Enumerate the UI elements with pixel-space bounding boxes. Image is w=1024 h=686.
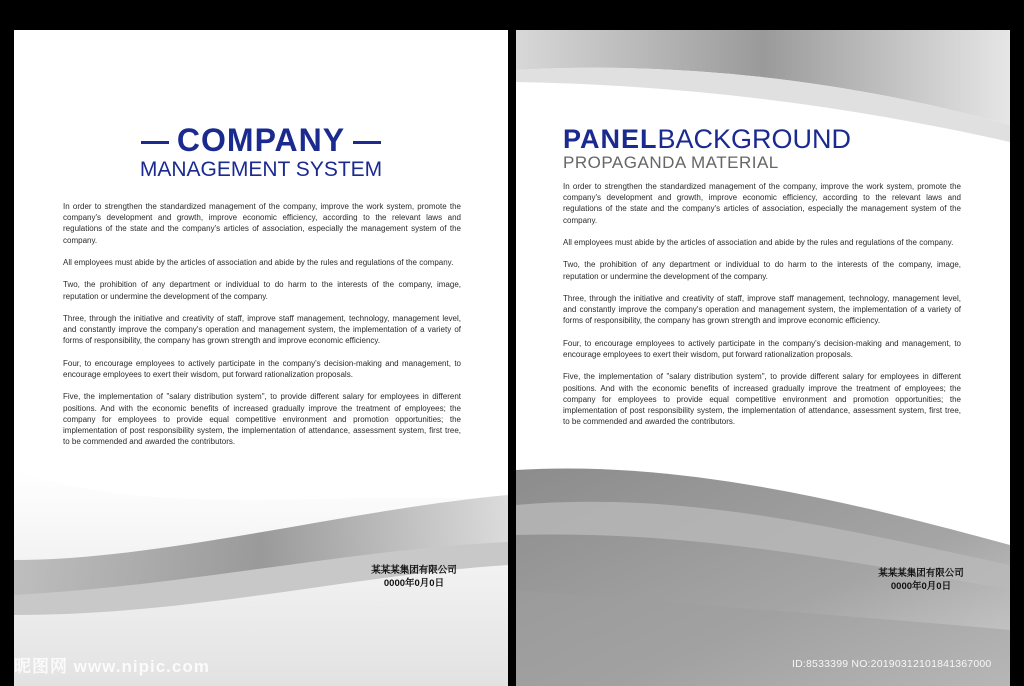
left-heading	[14, 122, 508, 182]
title-dash-left	[141, 141, 169, 144]
company-date: 0000年0月0日	[383, 578, 445, 589]
paragraph: Two, the prohibition of any department or individual to do harm to the interests of the company, image, reputation or undermine the development of the company.	[63, 280, 461, 301]
right-page	[516, 30, 1010, 686]
right-title-bold: PANEL	[563, 124, 658, 154]
paragraph: All employees must abide by the articles of association and abide by the rules and regulations of the company.	[563, 238, 954, 247]
paragraph: Five, the implementation of "salary distribution system", to provide different salary for employees in different positions. And with the economic benefits of increased gradually improve the treatment of employees; the company for employees to provide equal competitive environment and promotion opportunities; the implementation of post responsibility system, the implementation of attendance, assessment system, first tree, to be commended and awarded the contributors.	[563, 372, 961, 427]
watermark-left: 昵图网 www.nipic.com	[14, 657, 210, 676]
left-body-text	[63, 201, 461, 459]
left-page	[14, 30, 508, 686]
company-date: 0000年0月0日	[890, 581, 952, 592]
paragraph: Three, through the initiative and creativity of staff, improve staff management, technology, management level, and constantly improve the company's operation and management system, the implementation of a variety of forms of responsibility, the company has grown strength and improve economic efficiency.	[563, 293, 961, 326]
company-name: 某某某集团有限公司	[371, 565, 457, 576]
paragraph: In order to strengthen the standardized management of the company, improve the work system, promote the company's development and growth, improve economic efficiency, according to the relevant laws and regulations of the state and the company's articles of association, especially the management system of the company.	[63, 202, 461, 245]
right-company-block	[871, 567, 971, 593]
right-title	[563, 124, 851, 154]
right-subtitle: PROPAGANDA MATERIAL	[563, 153, 779, 172]
right-heading	[563, 124, 851, 172]
right-title-rest: BACKGROUND	[657, 124, 852, 154]
paragraph: Three, through the initiative and creativity of staff, improve staff management, technology, management level, and constantly improve the company's operation and management system, the implementation of a variety of forms of responsibility, the company has grown strength and improve economic efficiency.	[63, 313, 461, 346]
title-dash-right	[353, 141, 381, 144]
company-name: 某某某集团有限公司	[878, 568, 964, 579]
right-body-text	[563, 181, 961, 439]
paragraph: In order to strengthen the standardized management of the company, improve the work system, promote the company's development and growth, improve economic efficiency, according to the relevant laws and regulations of the state and the company's articles of association, especially the management system of the company.	[563, 182, 961, 225]
left-title: COMPANY	[176, 122, 346, 158]
watermark-right: ID:8533399 NO:20190312101841367000	[792, 658, 992, 670]
left-company-block	[359, 564, 469, 590]
paragraph: Four, to encourage employees to actively participate in the company's decision-making and management, to encourage employees to exert their wisdom, put forward rationalization proposals.	[63, 358, 461, 379]
paragraph: Four, to encourage employees to actively participate in the company's decision-making and management, to encourage employees to exert their wisdom, put forward rationalization proposals.	[563, 338, 961, 359]
paragraph: Five, the implementation of "salary distribution system", to provide different salary for employees in different positions. And with the economic benefits of increased gradually improve the treatment of employees; the company for employees to provide equal competitive environment and promotion opportunities; the implementation of post responsibility system, the implementation of attendance, assessment system, first tree, to be commended and awarded the contributors.	[63, 392, 461, 447]
paragraph: All employees must abide by the articles of association and abide by the rules and regulations of the company.	[63, 258, 454, 267]
paragraph: Two, the prohibition of any department or individual to do harm to the interests of the company, image, reputation or undermine the development of the company.	[563, 260, 961, 281]
left-subtitle: MANAGEMENT SYSTEM	[139, 158, 383, 181]
